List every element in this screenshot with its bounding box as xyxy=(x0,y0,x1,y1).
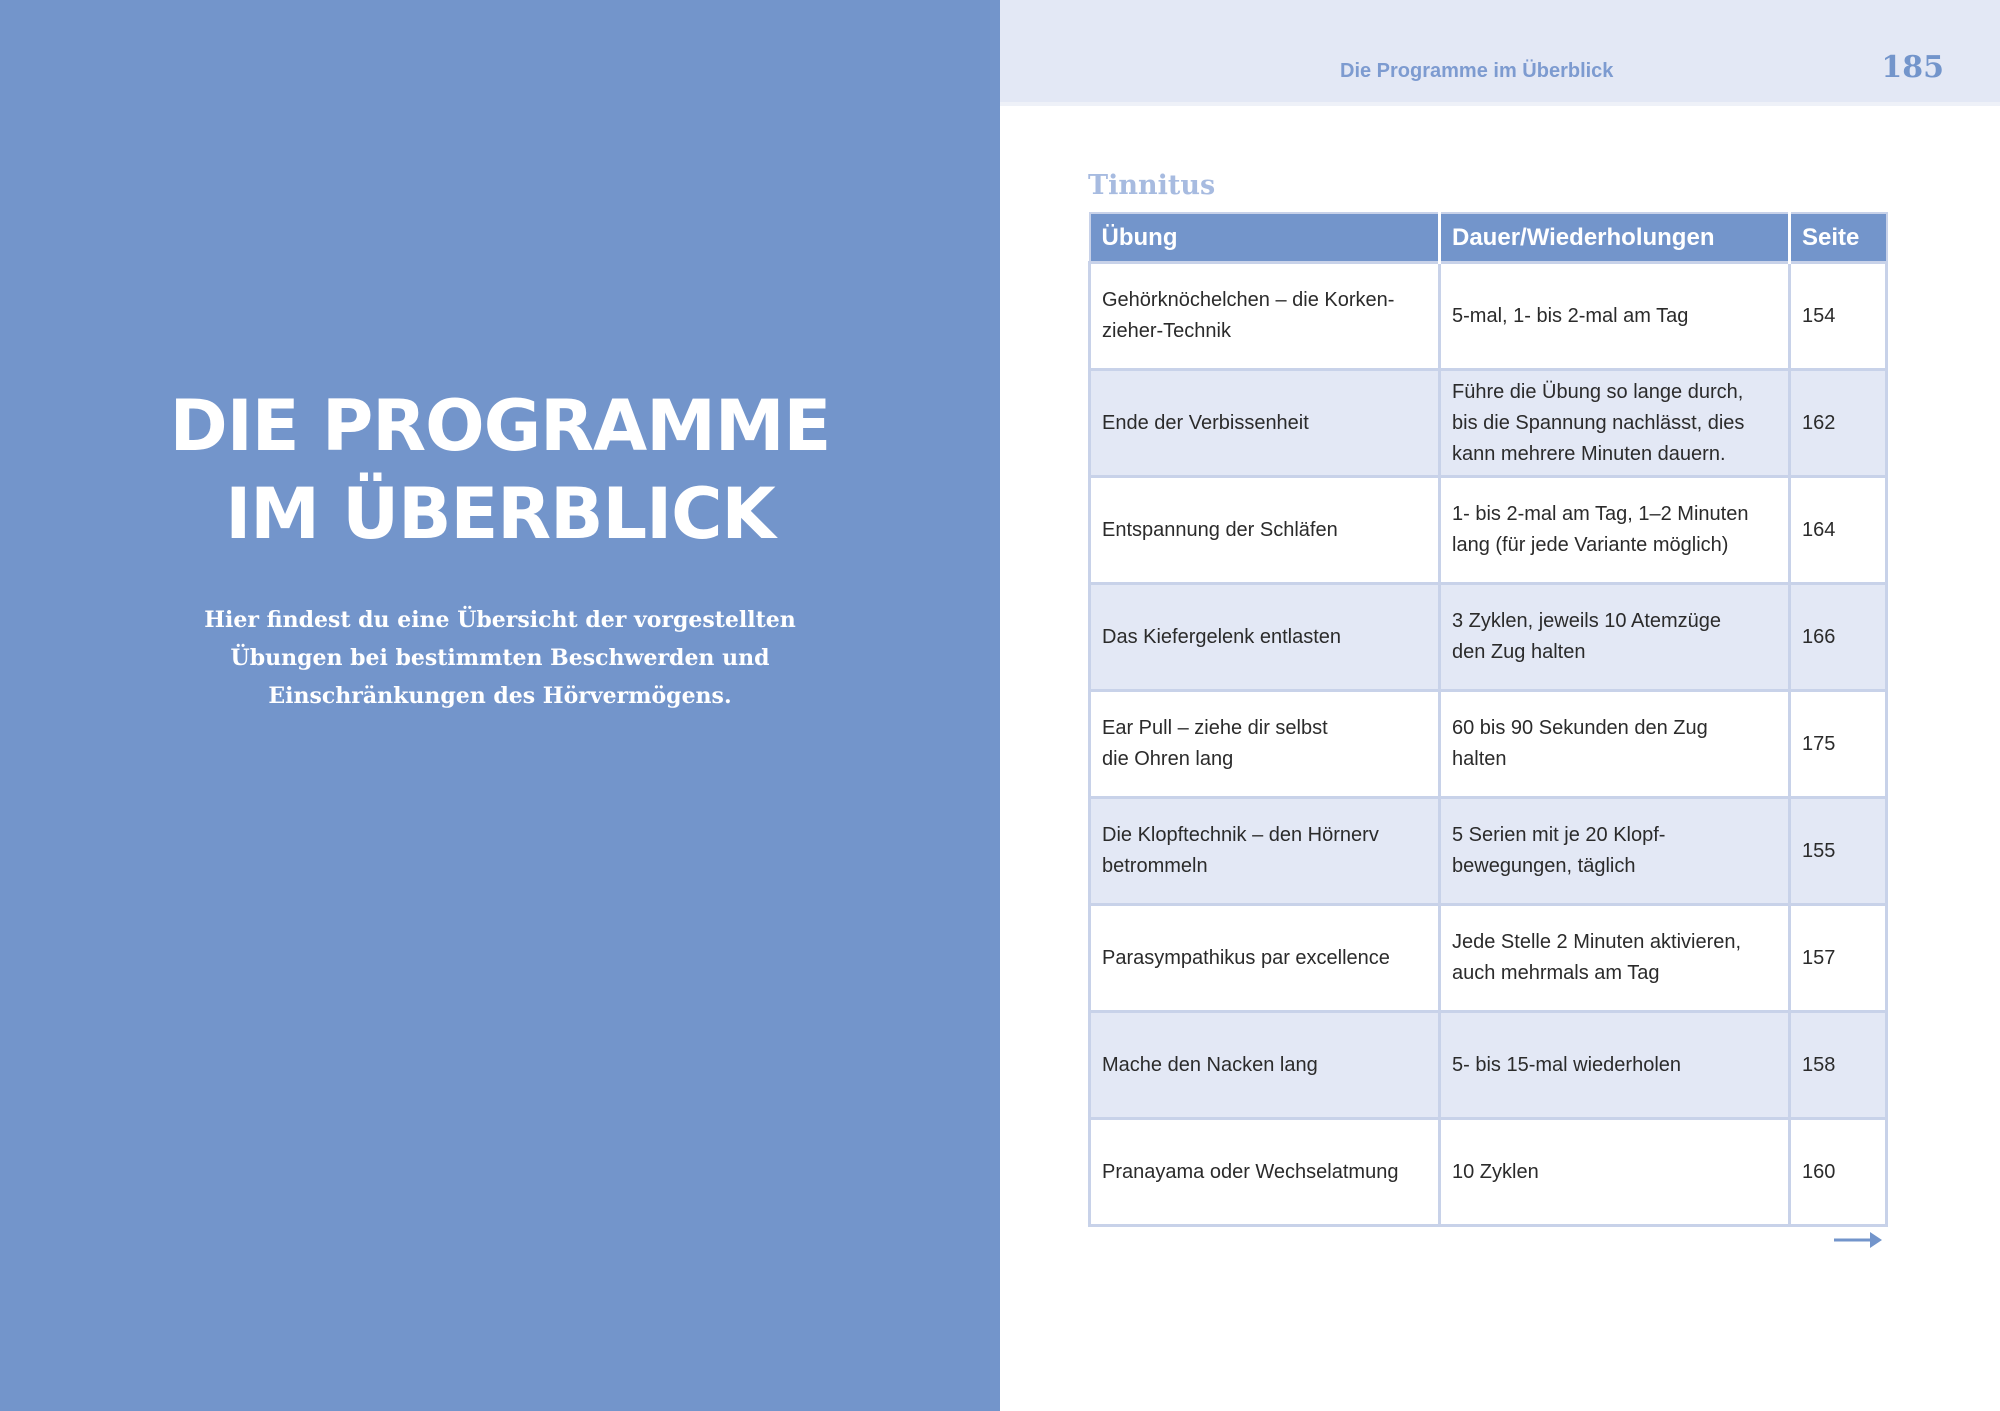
exercise-cell-line: Parasympathikus par excellence xyxy=(1102,946,1390,969)
exercise-cell xyxy=(1090,584,1440,691)
table-row xyxy=(1090,477,1887,584)
duration-cell xyxy=(1440,263,1790,370)
page-cell: 154 xyxy=(1790,263,1887,370)
section-title: Tinnitus xyxy=(1088,170,1216,201)
duration-cell xyxy=(1440,905,1790,1012)
duration-cell xyxy=(1440,1012,1790,1119)
page-cell: 164 xyxy=(1790,477,1887,584)
duration-cell-line: lang (für jede Variante möglich) xyxy=(1452,534,1729,556)
table-row xyxy=(1090,905,1887,1012)
table-row xyxy=(1090,798,1887,905)
page-cell: 157 xyxy=(1790,905,1887,1012)
duration-cell-line: 3 Zyklen, jeweils 10 Atemzüge xyxy=(1452,610,1722,632)
exercise-cell-line: Gehörknöchelchen – die Korken- xyxy=(1102,289,1395,311)
table-row xyxy=(1090,370,1887,477)
duration-cell-line: bis die Spannung nachlässt, dies xyxy=(1452,411,1745,434)
duration-cell-line: 60 bis 90 Sekunden den Zug xyxy=(1452,717,1708,739)
page-number: 185 xyxy=(1881,50,1944,85)
exercise-cell-line: Mache den Nacken lang xyxy=(1102,1053,1318,1076)
exercise-cell xyxy=(1090,263,1440,370)
exercise-cell xyxy=(1090,1012,1440,1119)
column-header-page: Seite xyxy=(1790,213,1887,263)
exercise-cell-line: die Ohren lang xyxy=(1102,748,1234,770)
column-header-exercise: Übung xyxy=(1090,213,1440,263)
chapter-intro xyxy=(200,601,800,715)
duration-cell xyxy=(1440,691,1790,798)
running-head: Die Programme im Überblick xyxy=(1340,60,1614,82)
chapter-title xyxy=(0,382,1000,558)
exercise-cell xyxy=(1090,798,1440,905)
duration-cell-line: 5 Serien mit je 20 Klopf- xyxy=(1452,824,1666,846)
duration-cell-line: 5- bis 15-mal wiederholen xyxy=(1452,1053,1682,1076)
page-cell: 160 xyxy=(1790,1119,1887,1226)
page-cell: 162 xyxy=(1790,370,1887,477)
table-row xyxy=(1090,1012,1887,1119)
table-row xyxy=(1090,584,1887,691)
table-header-row xyxy=(1090,213,1887,263)
exercise-cell xyxy=(1090,905,1440,1012)
duration-cell-line: halten xyxy=(1452,748,1507,770)
duration-cell-line: 5-mal, 1- bis 2-mal am Tag xyxy=(1452,304,1689,327)
duration-cell xyxy=(1440,477,1790,584)
chapter-title-line: DIE PROGRAMME xyxy=(169,385,831,467)
exercise-cell-line: Das Kiefergelenk entlasten xyxy=(1102,625,1342,648)
chapter-title-line: IM ÜBERBLICK xyxy=(225,473,775,555)
page-cell: 166 xyxy=(1790,584,1887,691)
duration-cell-line: 1- bis 2-mal am Tag, 1–2 Minuten xyxy=(1452,503,1749,525)
exercise-cell xyxy=(1090,1119,1440,1226)
page-cell: 175 xyxy=(1790,691,1887,798)
table-row xyxy=(1090,691,1887,798)
table-row xyxy=(1090,263,1887,370)
table-row xyxy=(1090,1119,1887,1226)
exercise-cell xyxy=(1090,370,1440,477)
right-page xyxy=(1000,0,2000,1411)
duration-cell-line: auch mehrmals am Tag xyxy=(1452,962,1660,984)
duration-cell xyxy=(1440,1119,1790,1226)
chapter-intro-line: Einschränkungen des Hörvermögens. xyxy=(268,683,732,709)
page-cell: 155 xyxy=(1790,798,1887,905)
chapter-intro-line: Übungen bei bestimmten Beschwerden und xyxy=(230,645,770,671)
column-header-duration: Dauer/Wiederholungen xyxy=(1440,213,1790,263)
exercise-cell-line: Ende der Verbissenheit xyxy=(1102,411,1309,434)
programs-table xyxy=(1088,212,1888,1227)
duration-cell-line: kann mehrere Minuten dauern. xyxy=(1452,442,1726,465)
page-header xyxy=(1000,0,2000,106)
exercise-cell-line: Die Klopftechnik – den Hörnerv xyxy=(1102,824,1379,846)
arrow-right-icon xyxy=(1832,1227,1884,1253)
duration-cell xyxy=(1440,798,1790,905)
exercise-cell-line: Entspannung der Schläfen xyxy=(1102,518,1338,541)
exercise-cell xyxy=(1090,477,1440,584)
duration-cell-line: Führe die Übung so lange durch, xyxy=(1452,380,1744,403)
table-body xyxy=(1090,263,1887,1226)
chapter-intro-line: Hier findest du eine Übersicht der vorgestellten xyxy=(204,607,796,633)
duration-cell-line: 10 Zyklen xyxy=(1452,1160,1539,1183)
exercise-cell-line: Pranayama oder Wechselatmung xyxy=(1102,1160,1399,1183)
duration-cell-line: den Zug halten xyxy=(1452,641,1586,663)
duration-cell xyxy=(1440,370,1790,477)
duration-cell xyxy=(1440,584,1790,691)
duration-cell-line: Jede Stelle 2 Minuten aktivieren, xyxy=(1452,931,1742,953)
exercise-cell-line: zieher-Technik xyxy=(1102,320,1231,342)
duration-cell-line: bewegungen, täglich xyxy=(1452,855,1636,877)
exercise-cell-line: Ear Pull – ziehe dir selbst xyxy=(1102,717,1328,739)
exercise-cell-line: betrommeln xyxy=(1102,855,1208,877)
exercise-cell xyxy=(1090,691,1440,798)
page-cell: 158 xyxy=(1790,1012,1887,1119)
